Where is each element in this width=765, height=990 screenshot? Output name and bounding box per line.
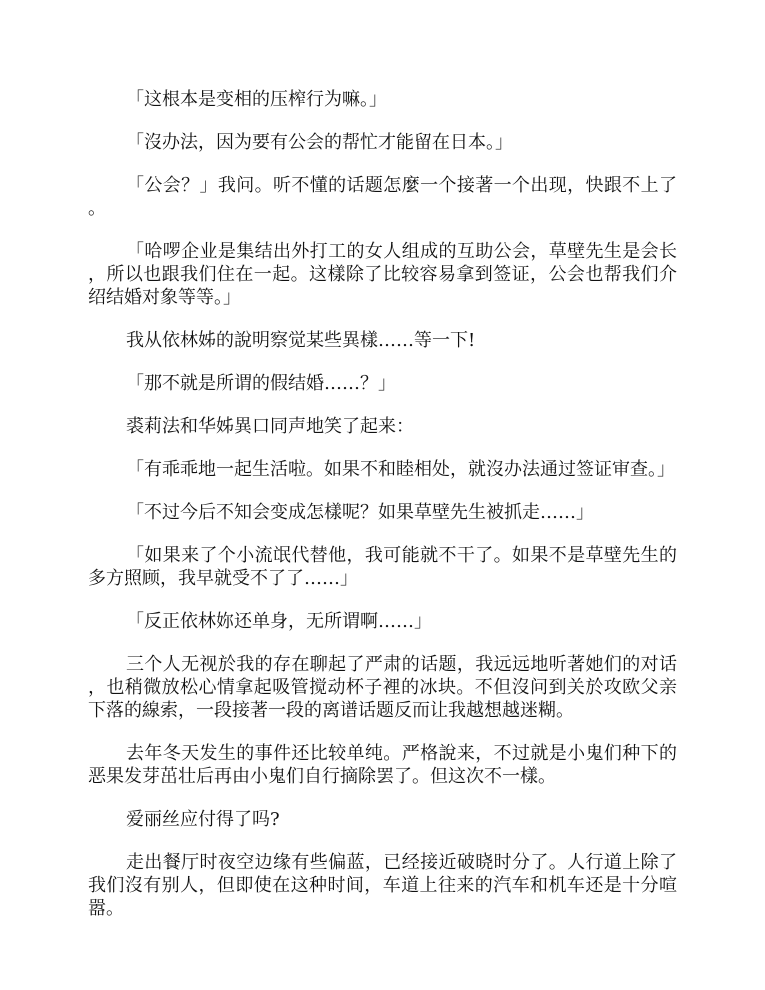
document-page: [88, 88, 677, 940]
paragraph-14: 爱丽丝应付得了吗?: [126, 809, 280, 830]
paragraph-12: 三个人无视於我的存在聊起了严肃的话题，我远远地听著她们的对话，也稍微放松心情拿起吸管搅动杯子裡的冰块。不但沒问到关於攻欧父亲下落的線索，一段接著一段的离谱话题反而让我越想越迷糊。: [88, 654, 677, 721]
paragraph-15: 走出餐厅时夜空边缘有些偏蓝，已经接近破晓时分了。人行道上除了我们沒有别人，但即使在这种时间，车道上往来的汽车和机车还是十分喧嚣。: [88, 852, 677, 919]
paragraph-2: 「沒办法，因为要有公会的帮忙才能留在日本。」: [126, 132, 513, 153]
paragraph-5: 我从依林姊的說明察觉某些異樣……等一下!: [126, 330, 476, 351]
paragraph-6: 「那不就是所谓的假结婚……？」: [126, 373, 396, 394]
paragraph-7: 裘莉法和华姊異口同声地笑了起来：: [126, 416, 414, 437]
paragraph-1: 「这根本是变相的压榨行为嘛。」: [126, 89, 387, 110]
paragraph-4: 「哈啰企业是集结出外打工的女人组成的互助公会，草壁先生是会长，所以也跟我们住在一起。这樣除了比较容易拿到签证，公会也帮我们介绍结婚对象等等。」: [88, 241, 677, 308]
paragraph-11: 「反正依林妳还单身，无所谓啊……」: [126, 611, 432, 632]
paragraph-10: 「如果来了个小流氓代替他，我可能就不干了。如果不是草壁先生的多方照顾，我早就受不了了……」: [88, 545, 677, 589]
paragraph-9: 「不过今后不知会变成怎樣呢？如果草壁先生被抓走……」: [126, 502, 594, 523]
paragraph-8: 「有乖乖地一起生活啦。如果不和睦相处，就沒办法通过签证审查。」: [126, 459, 675, 480]
paragraph-13: 去年冬天发生的事件还比较单纯。严格說来，不过就是小鬼们种下的恶果发芽茁壮后再由小鬼们自行摘除罢了。但这次不一樣。: [88, 743, 677, 787]
paragraph-3: 「公会？」我问。听不懂的话题怎麼一个接著一个出现，快跟不上了。: [88, 175, 677, 219]
